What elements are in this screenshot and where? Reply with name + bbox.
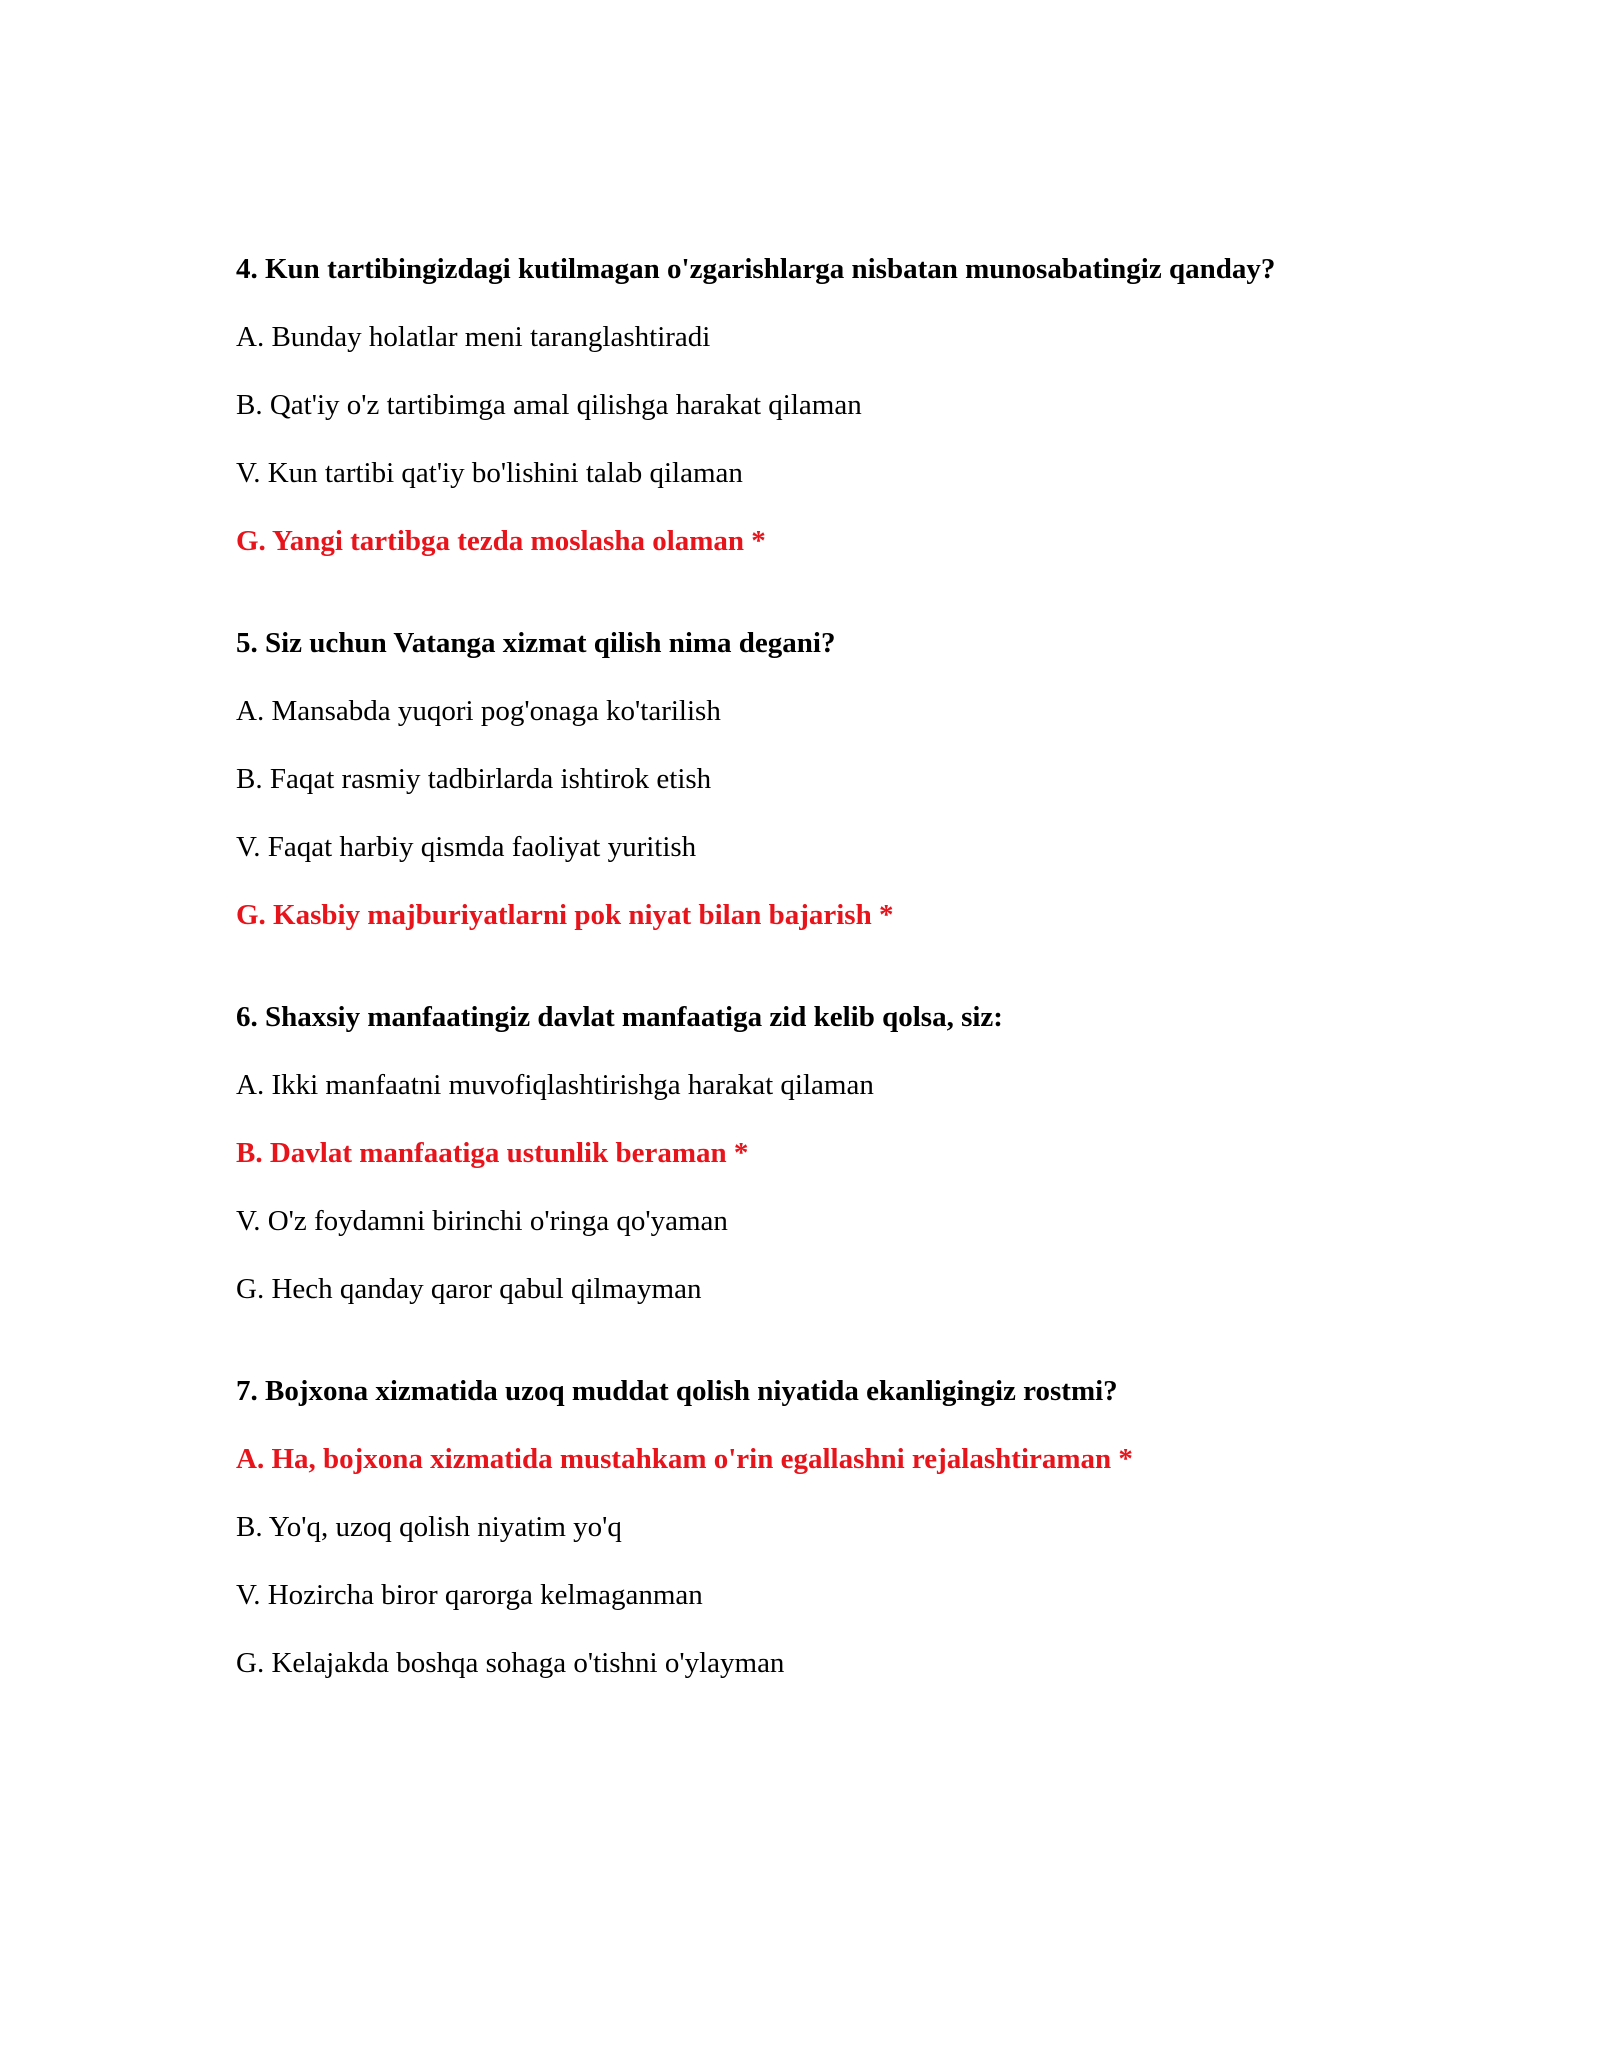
question-4 bbox=[236, 252, 1436, 558]
correct-answer-option: B. Davlat manfaatiga ustunlik beraman * bbox=[236, 1137, 749, 1169]
question-6 bbox=[236, 1000, 1436, 1306]
correct-answer-option: G. Yangi tartibga tezda moslasha olaman * bbox=[236, 525, 766, 557]
answer-option: B. Faqat rasmiy tadbirlarda ishtirok etish bbox=[236, 763, 712, 795]
question-5 bbox=[236, 626, 1436, 932]
answer-option: G. Hech qanday qaror qabul qilmayman bbox=[236, 1273, 702, 1305]
document-page bbox=[236, 252, 1436, 1680]
answer-option: A. Mansabda yuqori pog'onaga ko'tarilish bbox=[236, 695, 721, 727]
answer-option: V. Faqat harbiy qismda faoliyat yuritish bbox=[236, 831, 697, 863]
answer-option: V. Kun tartibi qat'iy bo'lishini talab qilaman bbox=[236, 457, 743, 489]
answer-option: V. O'z foydamni birinchi o'ringa qo'yaman bbox=[236, 1205, 728, 1237]
answer-option: B. Qat'iy o'z tartibimga amal qilishga harakat qilaman bbox=[236, 389, 862, 421]
answer-option: B. Yo'q, uzoq qolish niyatim yo'q bbox=[236, 1511, 622, 1543]
answer-option: V. Hozircha biror qarorga kelmaganman bbox=[236, 1579, 703, 1611]
correct-answer-option: G. Kasbiy majburiyatlarni pok niyat bilan bajarish * bbox=[236, 899, 894, 931]
question-text: 5. Siz uchun Vatanga xizmat qilish nima degani? bbox=[236, 627, 836, 659]
answer-option: G. Kelajakda boshqa sohaga o'tishni o'ylayman bbox=[236, 1647, 785, 1679]
question-text: 6. Shaxsiy manfaatingiz davlat manfaatiga zid kelib qolsa, siz: bbox=[236, 1001, 1003, 1033]
question-7 bbox=[236, 1374, 1436, 1680]
question-text: 4. Kun tartibingizdagi kutilmagan o'zgarishlarga nisbatan munosabatingiz qanday? bbox=[236, 253, 1276, 285]
answer-option: A. Ikki manfaatni muvofiqlashtirishga harakat qilaman bbox=[236, 1069, 874, 1101]
question-text: 7. Bojxona xizmatida uzoq muddat qolish niyatida ekanligingiz rostmi? bbox=[236, 1375, 1118, 1407]
correct-answer-option: A. Ha, bojxona xizmatida mustahkam o'rin egallashni rejalashtiraman * bbox=[236, 1443, 1133, 1475]
answer-option: A. Bunday holatlar meni taranglashtiradi bbox=[236, 321, 711, 353]
